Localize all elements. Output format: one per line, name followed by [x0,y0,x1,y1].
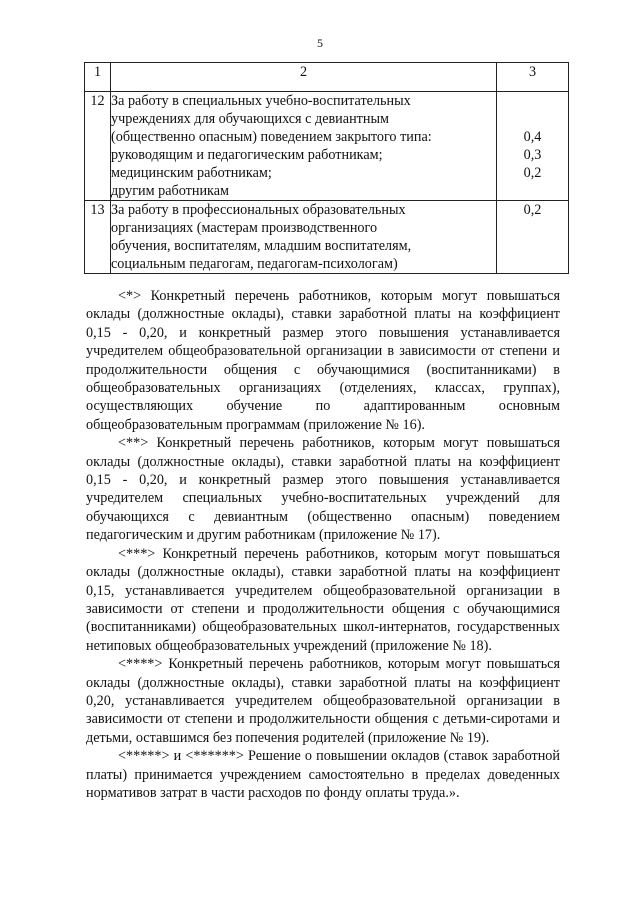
row-number: 13 [85,201,111,274]
row-description [111,201,497,274]
footnote-4: <****> Конкретный перечень работников, которым могут повышаться оклады (должностные оклады), ставки заработной платы на коэффициент 0,20, устанавливается учредителем общеобразовательной организации в зависимости от степени и продолжительности общения с детьми-сиротами и детьми, оставшимся без попечения родителей (приложение № 19). [86,656,560,746]
footnote-3: <***> Конкретный перечень работников, которым могут повышаться оклады (должностные оклады), ставки заработной платы на коэффициент 0,15, устанавливается учредителем общеобразовательной организации в зависимости от степени и продолжительности общения с обучающимися (воспитанниками) общеобразовательных школ-интернатов, государственных нетиповых общеобразовательных учреждений (приложение № 18). [86,545,560,654]
page-number: 5 [317,36,323,50]
coefficient-value: 0,2 [523,165,542,181]
description-line: руководящим и педагогическим работникам; [111,147,383,163]
footnote-2: <**> Конкретный перечень работников, которым могут повышаться оклады (должностные оклады), ставки заработной платы на коэффициент 0,15 - 0,20, и конкретный размер этого повышения устанавливается учредителем специальных учебно-воспитательных учреждений для обучающихся с девиантным (общественно опасным) поведением педагогическим и другим работникам (приложение № 17). [86,435,560,544]
description-line: социальным педагогам, педагогам-психологам) [111,256,398,272]
header-cell-1: 1 [85,63,111,92]
description-line: обучения, воспитателям, младшим воспитателям, [111,238,412,254]
row-description [111,92,497,201]
description-line: учреждениях для обучающихся с девиантным [111,111,389,127]
footnotes [86,287,560,802]
description-line: медицинским работникам; [111,165,272,181]
coefficient-value: 0,4 [523,129,542,145]
table-row [85,92,569,201]
table-header-row [85,63,569,92]
footnote-5: <*****> и <******> Решение о повышении окладов (ставок заработной платы) принимается учреждением самостоятельно в пределах доведенных нормативов затрат в части расходов по фонду оплаты труда.». [86,748,560,801]
coefficient-value: 0,2 [523,202,542,218]
coefficient-value: 0,3 [523,147,542,163]
description-line: За работу в специальных учебно-воспитательных [111,93,411,109]
row-values [497,92,569,201]
footnote-1: <*> Конкретный перечень работников, которым могут повышаться оклады (должностные оклады), ставки заработной платы на коэффициент 0,15 - 0,20, и конкретный размер этого повышения устанавливается учредителем общеобразовательной организации в зависимости от степени и продолжительности общения с обучающимися (воспитанниками) в общеобразовательных организациях (отделениях, классах, группах), осуществляющих обучение по адаптированным основным общеобразовательным программам (приложение № 16). [86,288,560,433]
row-values [497,201,569,274]
row-number: 12 [85,92,111,201]
description-line: (общественно опасным) поведением закрытого типа: [111,129,432,145]
description-line: организациях (мастерам производственного [111,220,378,236]
description-line: другим работникам [111,183,230,199]
table-row [85,201,569,274]
description-line: За работу в профессиональных образовательных [111,202,406,218]
header-cell-3: 3 [497,63,569,92]
header-cell-2: 2 [111,63,497,92]
coefficient-table [84,62,569,274]
